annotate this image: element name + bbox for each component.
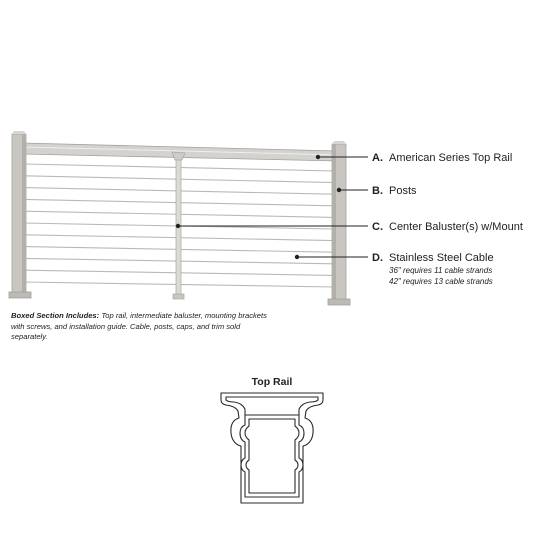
callout-c-label: Center Baluster(s) w/Mount bbox=[389, 221, 523, 233]
caption-body: Top rail, intermediate baluster, mounting brackets with screws, and installation guide. Cable, posts, caps, and trim sold separately. bbox=[11, 311, 267, 342]
top-rail-profile bbox=[221, 393, 323, 503]
callout-b-label: Posts bbox=[389, 185, 417, 197]
callout-d-label: Stainless Steel Cable bbox=[389, 252, 494, 264]
callout-a-letter: A. bbox=[372, 152, 383, 164]
callout-d-letter: D. bbox=[372, 252, 383, 264]
cable-note-42: 42" requires 13 cable strands bbox=[389, 277, 493, 286]
callout-c-letter: C. bbox=[372, 221, 383, 233]
right-post bbox=[328, 141, 350, 305]
callout-a-label: American Series Top Rail bbox=[389, 152, 513, 164]
caption-lead: Boxed Section Includes: bbox=[11, 311, 100, 320]
profile-title: Top Rail bbox=[251, 376, 293, 388]
cable-note-36: 36" requires 11 cable strands bbox=[389, 266, 493, 275]
callout-b-letter: B. bbox=[372, 185, 383, 197]
boxed-section-caption bbox=[11, 311, 271, 343]
left-post bbox=[9, 131, 31, 298]
